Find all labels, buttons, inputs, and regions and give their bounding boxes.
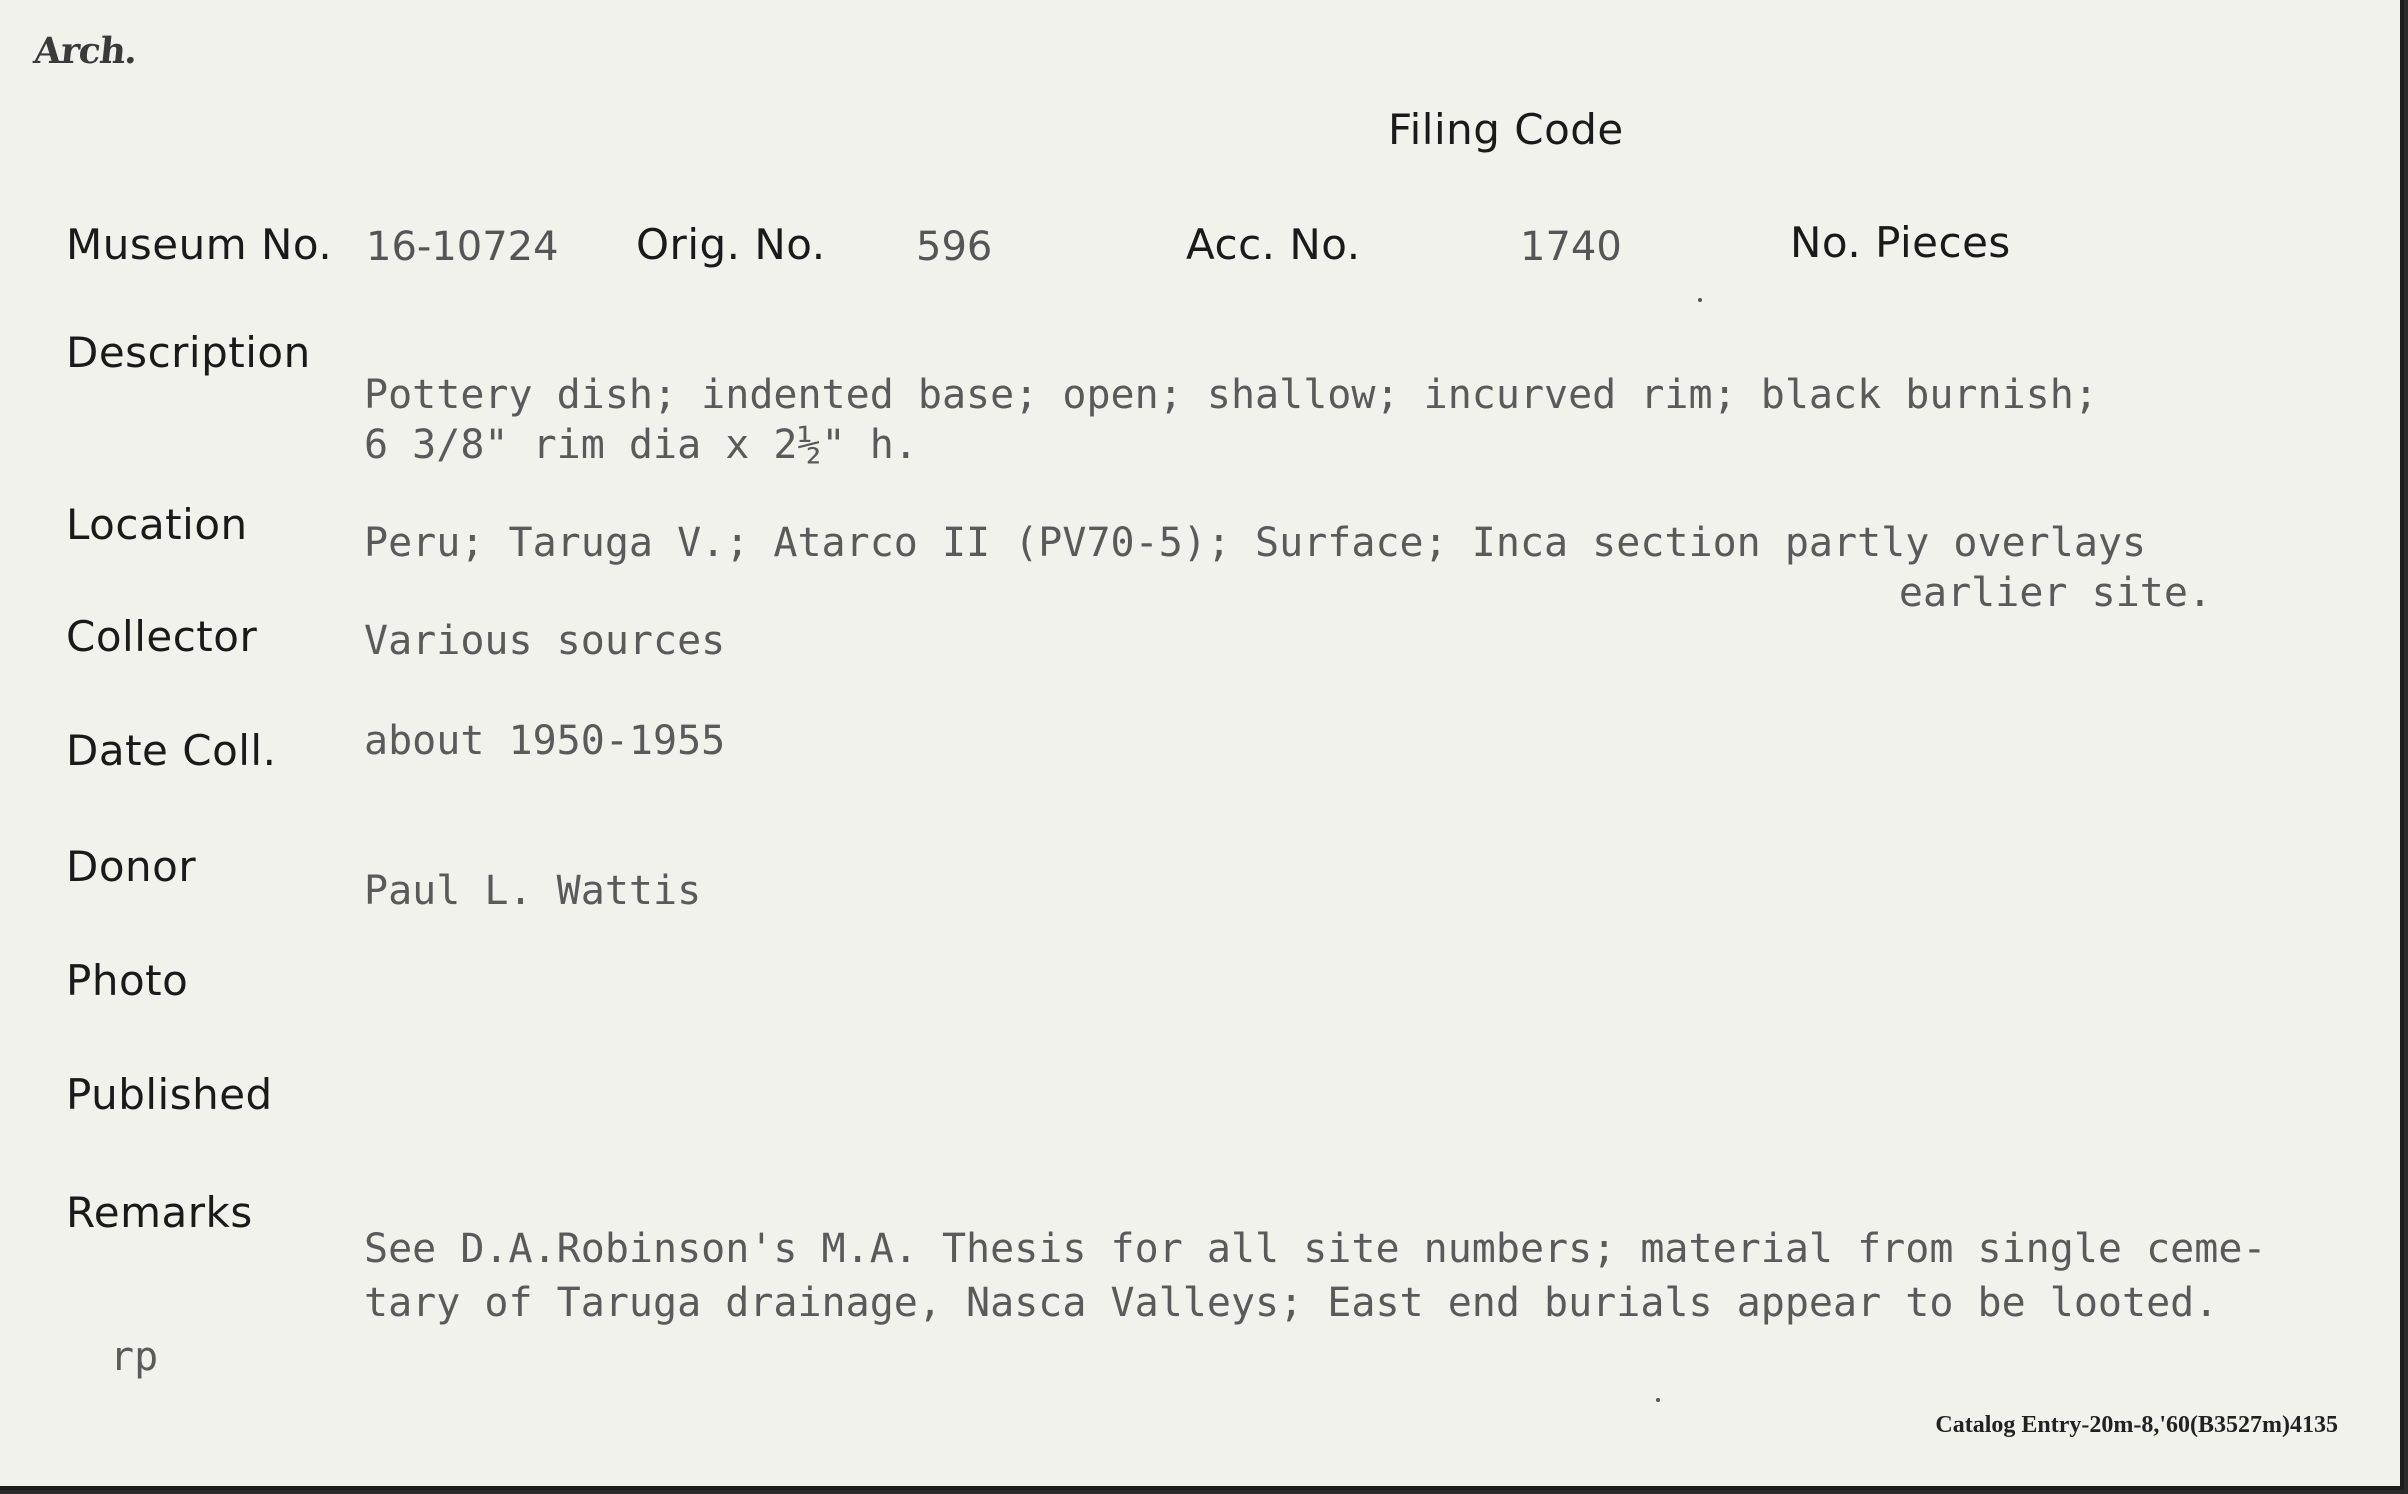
collector-value: Various sources <box>364 618 726 664</box>
location-label: Location <box>66 500 248 549</box>
description-line-2: 6 3/8" rim dia x 2½" h. <box>364 422 918 468</box>
orig-no-label: Orig. No. <box>636 220 826 269</box>
no-pieces-label: No. Pieces <box>1790 218 2011 267</box>
collector-label: Collector <box>66 612 258 661</box>
catalog-entry-footer: Catalog Entry-20m-8,'60(B3527m)4135 <box>1935 1412 2338 1438</box>
description-label: Description <box>66 328 311 377</box>
remarks-line-2: tary of Taruga drainage, Nasca Valleys; East end burials appear to be looted. <box>364 1280 2219 1326</box>
initials: rp <box>110 1334 159 1380</box>
date-coll-label: Date Coll. <box>66 726 277 775</box>
location-line-2: earlier site. <box>1898 570 2212 616</box>
donor-label: Donor <box>66 842 197 891</box>
remarks-label: Remarks <box>66 1188 253 1237</box>
date-coll-value: about 1950-1955 <box>364 718 726 764</box>
museum-no-label: Museum No. <box>66 220 333 269</box>
arch-stamp: Arch. <box>31 30 139 72</box>
filing-code-label: Filing Code <box>1388 105 1624 154</box>
speck <box>1698 298 1702 302</box>
acc-no-label: Acc. No. <box>1186 220 1361 269</box>
description-line-1: Pottery dish; indented base; open; shallow; incurved rim; black burnish; <box>364 372 2098 418</box>
photo-label: Photo <box>66 956 189 1005</box>
museum-no-value: 16-10724 <box>366 224 559 270</box>
published-label: Published <box>66 1070 273 1119</box>
remarks-line-1: See D.A.Robinson's M.A. Thesis for all site numbers; material from single ceme- <box>364 1226 2267 1272</box>
acc-no-value: 1740 <box>1520 224 1622 270</box>
location-line-1: Peru; Taruga V.; Atarco II (PV70-5); Surface; Inca section partly overlays <box>364 520 2147 566</box>
speck <box>1656 1398 1660 1402</box>
orig-no-value: 596 <box>916 224 993 270</box>
donor-value: Paul L. Wattis <box>364 868 702 914</box>
